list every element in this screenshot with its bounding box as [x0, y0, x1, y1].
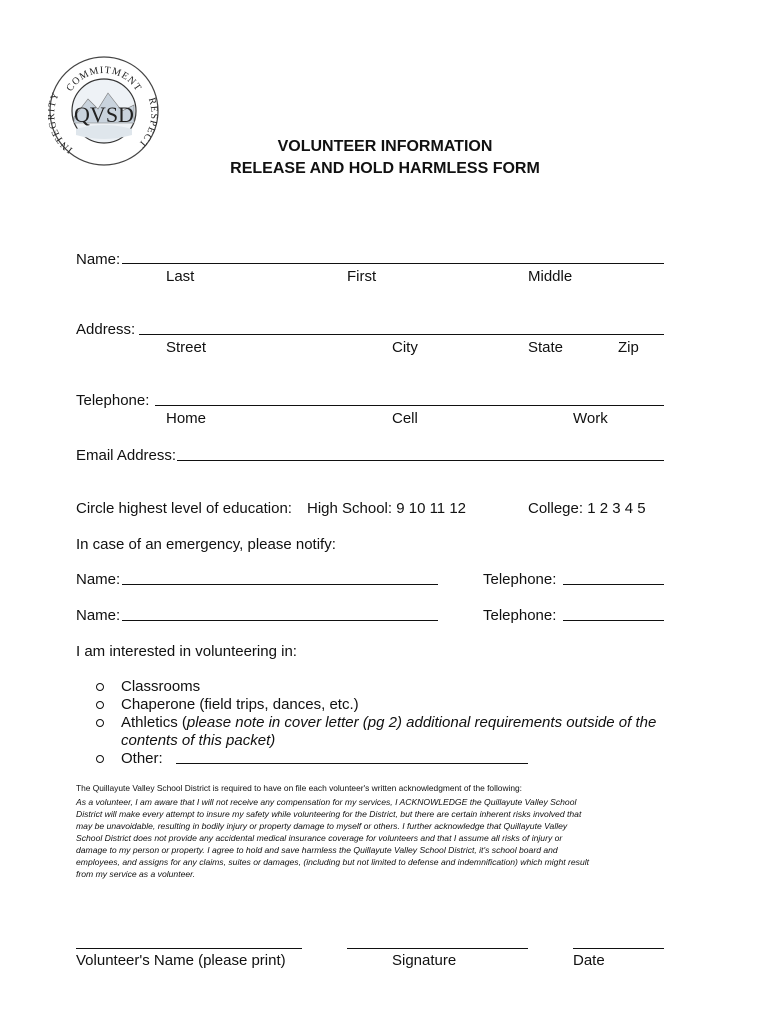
signature-caption: Signature — [392, 952, 457, 969]
legal-line-4: School District does not provide any accidental medical insurance coverage for volunteers and that I assume all risks of injury or — [76, 833, 563, 843]
classrooms-checkbox[interactable] — [96, 683, 104, 691]
address-sub-street: Street — [166, 339, 207, 356]
option-athletics-note: please note in cover letter (pg 2) additional requirements outside of the — [186, 714, 657, 731]
education-label: Circle highest level of education: — [76, 500, 292, 517]
volunteer-intro: I am interested in volunteering in: — [76, 643, 297, 660]
education-high-school[interactable]: High School: 9 10 11 12 — [307, 500, 467, 517]
name-sub-middle: Middle — [528, 268, 573, 285]
option-other: Other: — [121, 750, 163, 767]
emergency-telephone-field-2[interactable] — [563, 620, 664, 621]
name-label: Name: — [76, 251, 121, 268]
option-athletics-label: Athletics ( — [121, 714, 187, 731]
logo-ring-right: RESPECT — [135, 96, 160, 151]
telephone-field[interactable] — [155, 405, 664, 406]
address-sub-city: City — [392, 339, 418, 356]
date-field[interactable] — [573, 948, 664, 949]
athletics-checkbox[interactable] — [96, 719, 104, 727]
telephone-sub-cell: Cell — [392, 410, 418, 427]
logo-ring-top: COMMITMENT — [64, 64, 144, 94]
legal-line-3: may be unavoidable, resulting in bodily injury or property damage to myself or others. I further acknowledge that Quillayute Valley — [76, 821, 568, 831]
logo-initials: QVSD — [74, 102, 134, 127]
option-athletics — [121, 714, 656, 731]
address-sub-state: State — [528, 339, 564, 356]
address-sub-zip: Zip — [618, 339, 639, 356]
date-caption: Date — [573, 952, 605, 969]
emergency-name-field-1[interactable] — [122, 584, 438, 585]
form-title-line2: RELEASE AND HOLD HARMLESS FORM — [230, 160, 540, 177]
signature-field[interactable] — [347, 948, 528, 949]
option-classrooms: Classrooms — [121, 678, 201, 695]
name-sub-first: First — [347, 268, 377, 285]
telephone-label: Telephone: — [76, 392, 150, 409]
address-label: Address: — [76, 321, 136, 338]
legal-line-5: damage to my person or property. I agree to hold and save harmless the Quillayute Valley School District, it's school board and — [76, 845, 558, 855]
emergency-telephone-field-1[interactable] — [563, 584, 664, 585]
email-field[interactable] — [177, 460, 664, 461]
legal-line-1: As a volunteer, I am aware that I will not receive any compensation for my services, I ACKNOWLEDGE the Quillayute Valley School — [76, 797, 577, 807]
telephone-sub-work: Work — [573, 410, 608, 427]
logo-ring-left: INTE Y — [48, 90, 75, 156]
name-sub-last: Last — [166, 268, 195, 285]
name-field[interactable] — [122, 263, 664, 264]
other-checkbox[interactable] — [96, 755, 104, 763]
telephone-sub-home: Home — [166, 410, 207, 427]
option-chaperone: Chaperone (field trips, dances, etc.) — [121, 696, 359, 713]
option-athletics-note-cont: contents of this packet) — [121, 732, 276, 749]
legal-line-7: from my service as a volunteer. — [76, 869, 196, 879]
education-college[interactable]: College: 1 2 3 4 5 — [528, 500, 646, 517]
form-title-line1: VOLUNTEER INFORMATION — [277, 138, 493, 155]
volunteer-name-field[interactable] — [76, 948, 302, 949]
emergency-intro: In case of an emergency, please notify: — [76, 536, 336, 553]
other-field[interactable] — [176, 763, 528, 764]
volunteer-name-caption: Volunteer's Name (please print) — [76, 952, 286, 969]
legal-line-6: employees, and assigns for any claims, suites or damages, (including but not limited to defense and indemnification) which might result — [76, 857, 590, 867]
legal-intro: The Quillayute Valley School District is required to have on file each volunteer's written acknowledgment of the following: — [76, 783, 523, 793]
address-field[interactable] — [139, 334, 664, 335]
emergency-name-label-1: Name: — [76, 571, 121, 588]
legal-line-2: District will make every attempt to insure my safety while volunteering for the District, but there are certain inherent risks involved that — [76, 809, 582, 819]
emergency-name-label-2: Name: — [76, 607, 121, 624]
emergency-name-field-2[interactable] — [122, 620, 438, 621]
emergency-telephone-label-1: Telephone: — [483, 571, 557, 588]
emergency-telephone-label-2: Telephone: — [483, 607, 557, 624]
email-label: Email Address: — [76, 447, 177, 464]
chaperone-checkbox[interactable] — [96, 701, 104, 709]
